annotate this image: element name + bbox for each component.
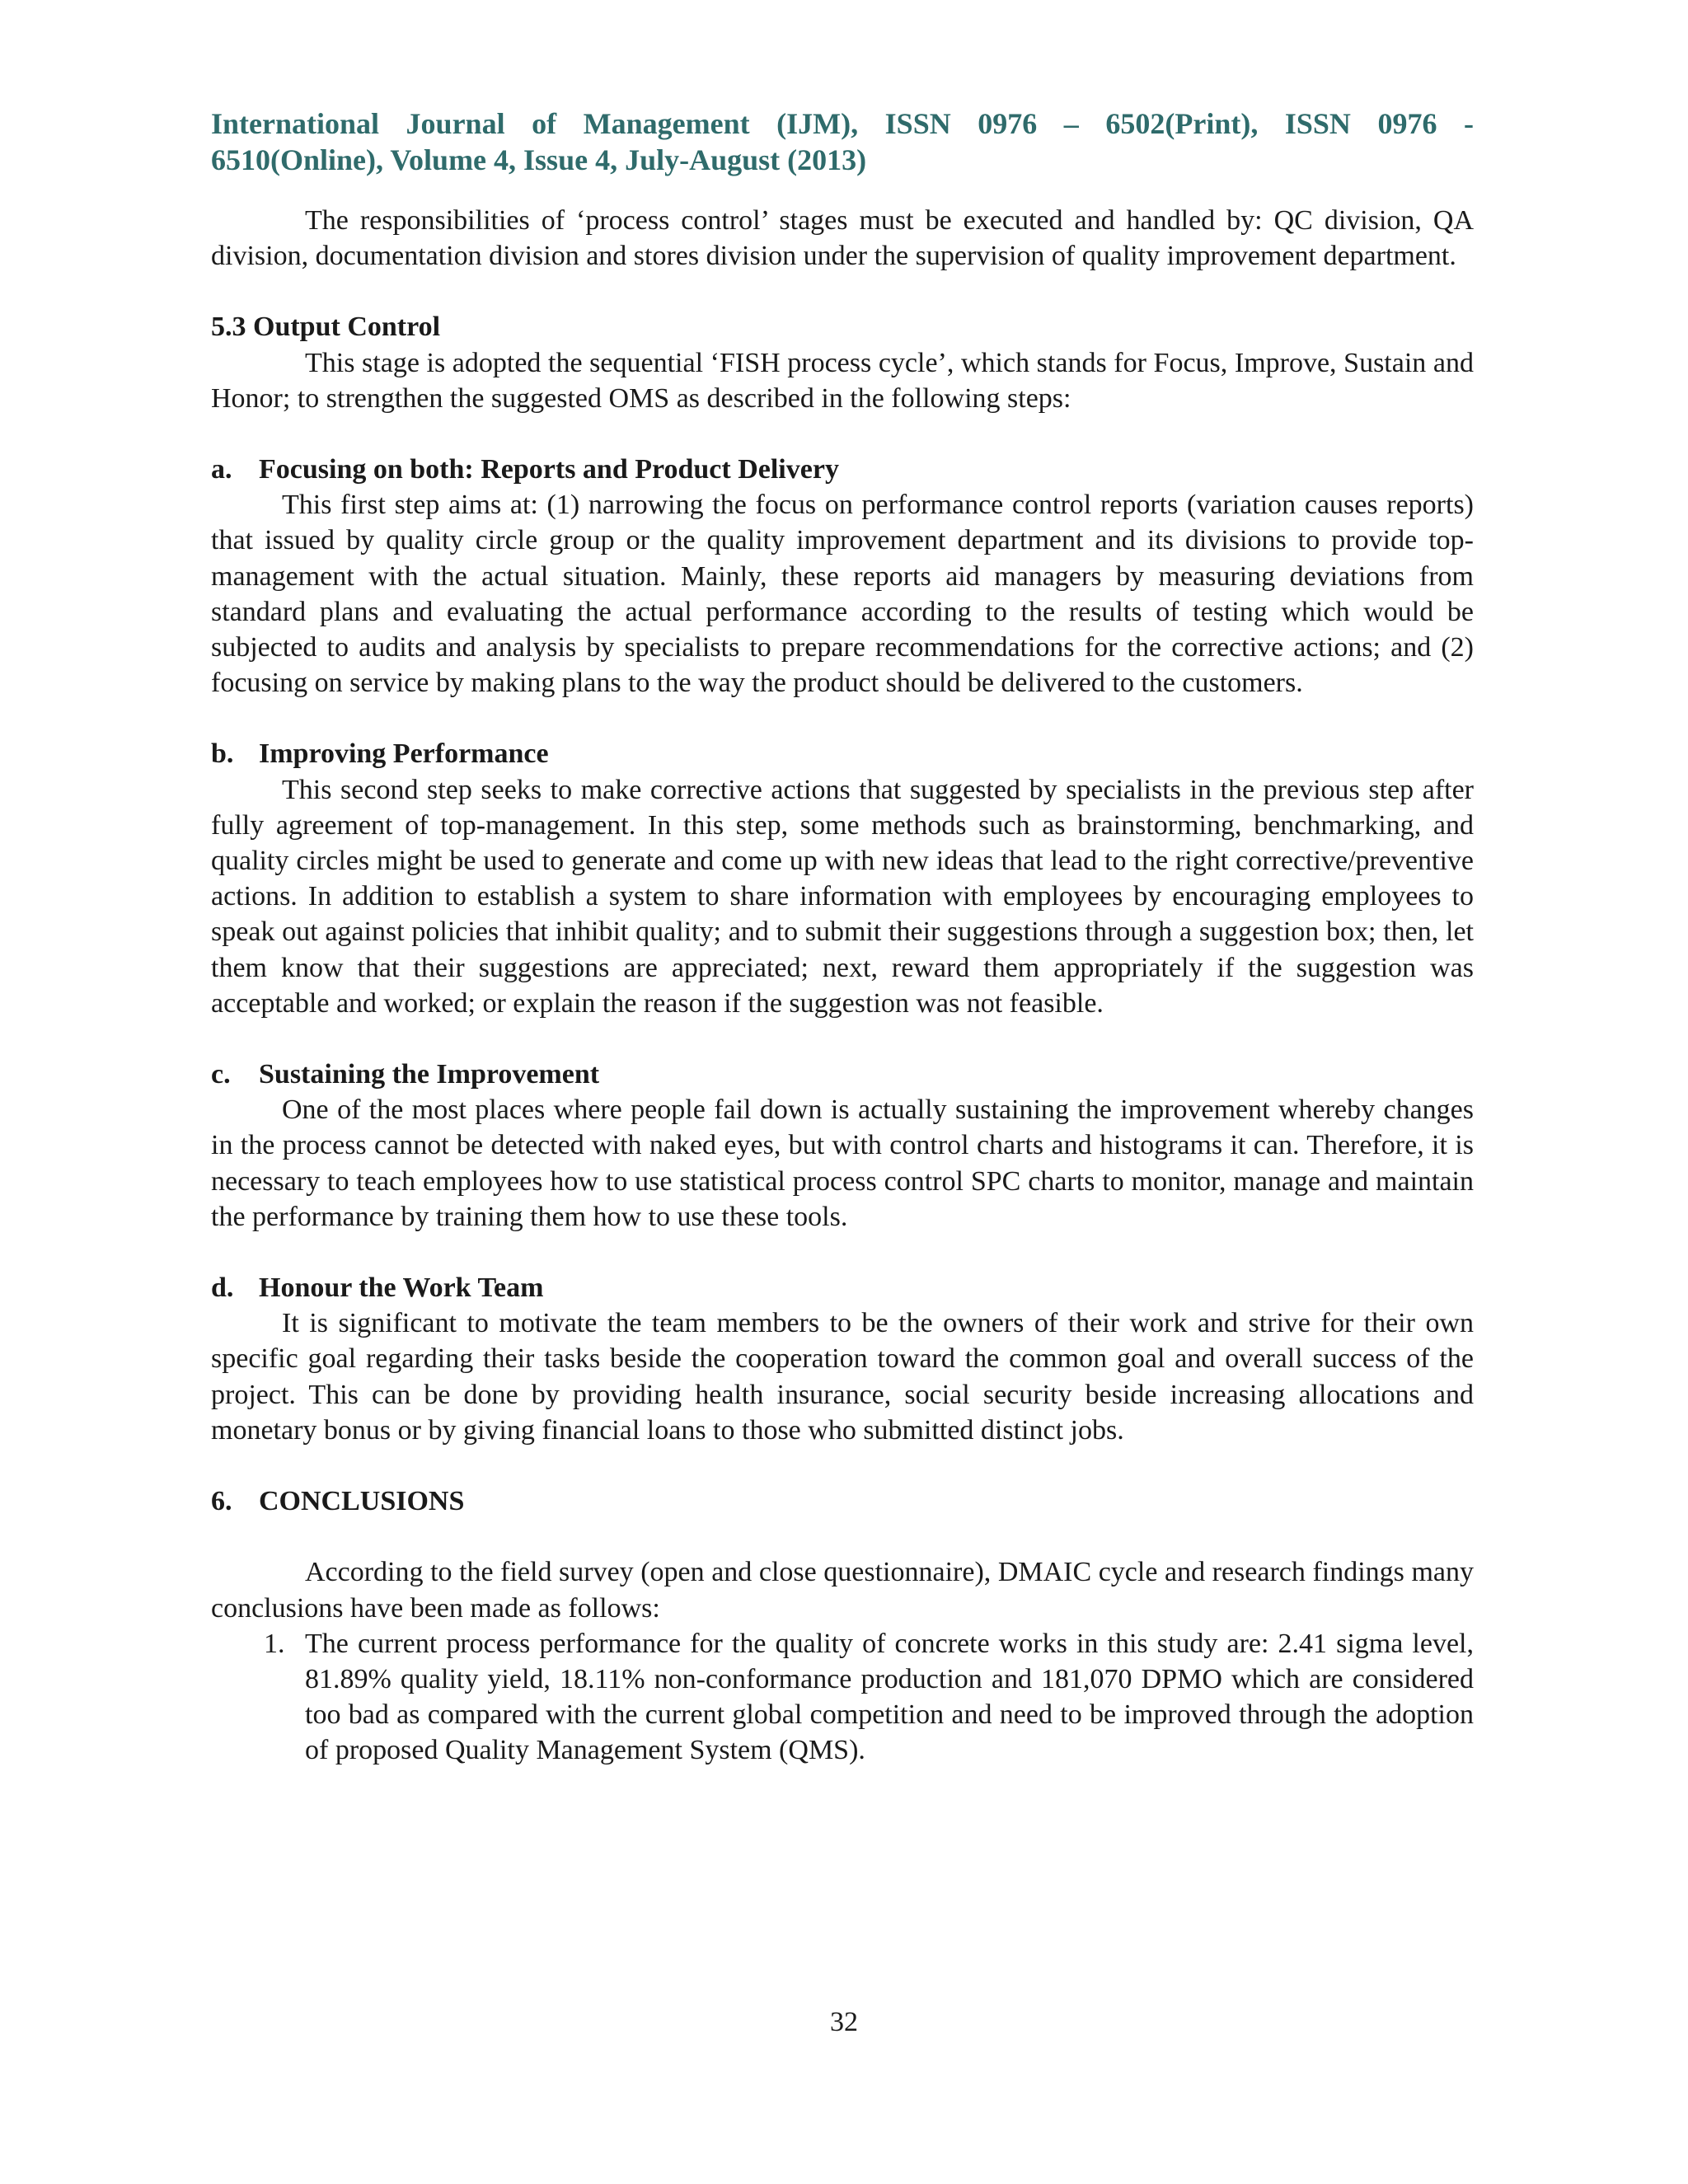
step-c-paragraph: One of the most places where people fail down is actually sustaining the improvement whereby changes in the process cannot be detected with naked eyes, but with control charts and histograms it can. Therefore, it is necessary to teach employees how to use statistical process control SPC charts to monitor, manage and maintain the performance by training them how to use these tools. xyxy=(211,1094,1474,1232)
step-c-heading xyxy=(211,1057,1474,1092)
journal-header xyxy=(211,105,1474,178)
section-6-spacer xyxy=(211,1519,1474,1554)
step-d-title: Honour the Work Team xyxy=(259,1272,544,1304)
section-6-paragraph: According to the field survey (open and close questionnaire), DMAIC cycle and research findings many conclusions have been made as follows: xyxy=(211,1557,1474,1624)
document-page xyxy=(211,105,1474,1769)
step-d-heading xyxy=(211,1270,1474,1305)
section-6-heading xyxy=(211,1483,1474,1519)
journal-header-line-2: 6510(Online), Volume 4, Issue 4, July-August (2013) xyxy=(211,143,867,176)
step-a-paragraph: This first step aims at: (1) narrowing the focus on performance control reports (variation causes reports) that issued by quality circle group or the quality improvement department and its divisions to provide top-management with the actual situation. Mainly, these reports aid managers by measuring deviations from standard plans and evaluating the actual performance according to the results of testing which would be subjected to audits and analysis by specialists to prepare recommendations for the corrective actions; and (2) focusing on service by making plans to the way the product should be delivered to the customers. xyxy=(211,490,1474,699)
step-a-title: Focusing on both: Reports and Product Delivery xyxy=(259,454,839,485)
list-item-text: The current process performance for the quality of concrete works in this study are: 2.41 sigma level, 81.89% quality yield, 18.11% non-conformance production and 181,070 DPMO which are considered too bad as compared with the current global competition and need to be improved through the adoption of proposed Quality Management System (QMS). xyxy=(305,1628,1474,1766)
step-b-label: b. xyxy=(211,738,234,770)
page-number: 32 xyxy=(830,2007,858,2037)
step-b-title: Improving Performance xyxy=(259,738,549,770)
section-6-label: 6. xyxy=(211,1486,232,1517)
list-item-number: 1. xyxy=(264,1628,285,1659)
list-item xyxy=(211,1626,1474,1769)
section-6-title: CONCLUSIONS xyxy=(259,1486,465,1517)
conclusions-list xyxy=(211,1626,1474,1769)
step-a-heading xyxy=(211,452,1474,487)
step-a-label: a. xyxy=(211,454,232,485)
intro-paragraph: The responsibilities of ‘process control’ stages must be executed and handled by: QC division, QA division, documentation division and stores division under the supervision of quality improvement department. xyxy=(211,205,1474,272)
step-b-paragraph: This second step seeks to make corrective actions that suggested by specialists in the previous step after fully agreement of top-management. In this step, some methods such as brainstorming, benchmarking, and quality circles might be used to generate and come up with new ideas that lead to the right corrective/preventive actions. In addition to establish a system to share information with employees by encouraging employees to speak out against policies that inhibit quality; and to submit their suggestions through a suggestion box; then, let them know that their suggestions are appreciated; next, reward them appropriately if the suggestion was acceptable and worked; or explain the reason if the suggestion was not feasible. xyxy=(211,774,1474,1019)
section-5-3-heading: 5.3 Output Control xyxy=(211,312,441,343)
step-b-heading xyxy=(211,736,1474,771)
step-c-label: c. xyxy=(211,1059,231,1090)
section-5-3-paragraph: This stage is adopted the sequential ‘FISH process cycle’, which stands for Focus, Improve, Sustain and Honor; to strengthen the suggested OMS as described in the following steps: xyxy=(211,347,1474,414)
step-d-label: d. xyxy=(211,1272,234,1304)
step-d-paragraph: It is significant to motivate the team members to be the owners of their work and strive for their own specific goal regarding their tasks beside the cooperation toward the common goal and overall success of the project. This can be done by providing health insurance, social security beside increasing allocations and monetary bonus or by giving financial loans to those who submitted distinct jobs. xyxy=(211,1308,1474,1446)
journal-header-line-1: International Journal of Management (IJM), ISSN 0976 – 6502(Print), ISSN 0976 - xyxy=(211,107,1474,140)
step-c-title: Sustaining the Improvement xyxy=(259,1059,600,1090)
